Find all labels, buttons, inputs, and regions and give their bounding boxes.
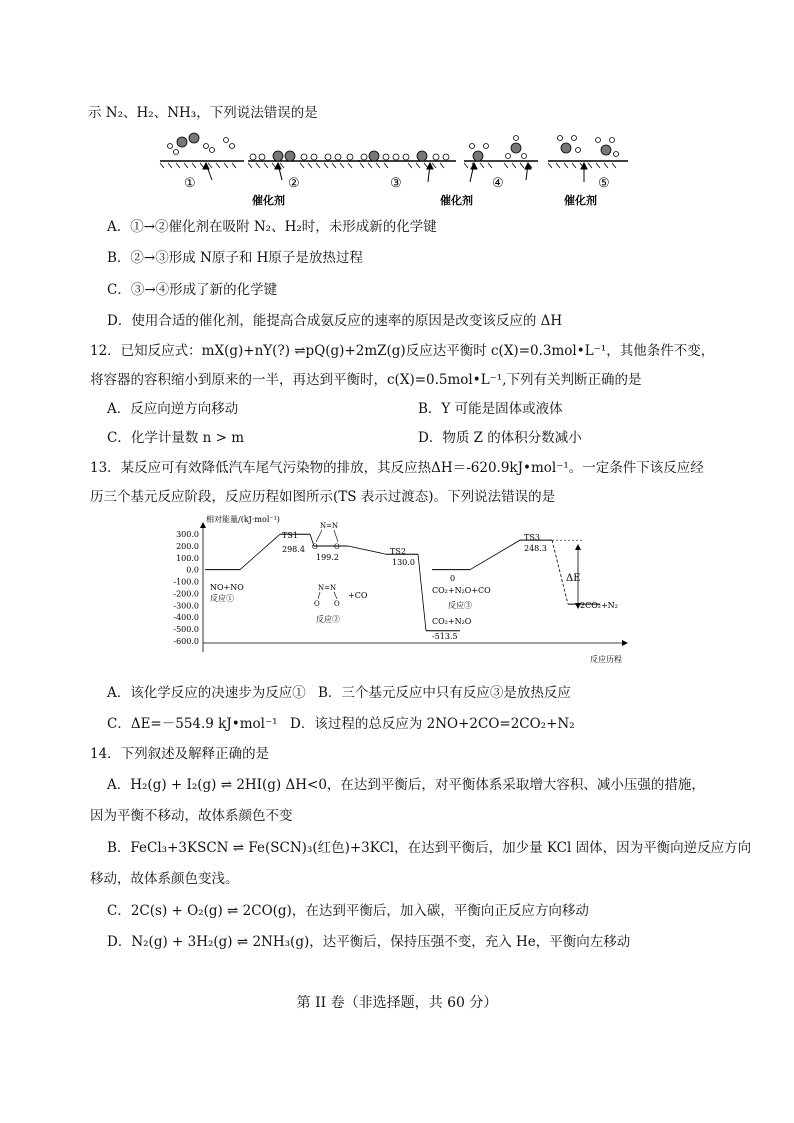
x-axis-label: 反应历程 xyxy=(590,655,622,664)
co-label: +CO xyxy=(348,591,368,600)
q11-option-b: B．②→③形成 N原子和 H原子是放热过程 xyxy=(107,250,363,266)
q13-option-b: B．三个基元反应中只有反应③是放热反应 xyxy=(318,685,571,701)
y-tick-label: -400.0 xyxy=(173,613,199,623)
y-tick-label: 200.0 xyxy=(176,541,199,551)
catalyst-label: 催化剂 xyxy=(564,194,597,207)
q13-stem-1: 13．某反应可有效降低汽车尾气污染物的排放，其反应热ΔH＝-620.9kJ•mol⁻¹。一定条件下该反应经 xyxy=(90,460,704,476)
reaction-2-label: 反应② xyxy=(316,615,340,624)
int2-value: -513.5 xyxy=(432,632,458,641)
energy-diagram xyxy=(0,510,794,670)
ts3-label: TS3 xyxy=(524,533,540,542)
stage-2-label: ② xyxy=(288,176,300,191)
reaction-3-label: 反应③ xyxy=(448,601,472,610)
y-tick-label: -300.0 xyxy=(173,601,199,611)
q14-option-a-2: 因为平衡不移动，故体系颜色不变 xyxy=(90,808,293,824)
y-tick-label: 100.0 xyxy=(176,553,199,563)
y-axis-label: 相对能量/(kJ·mol⁻¹) xyxy=(206,515,280,524)
q14-option-b-2: 移动，故体系颜色变浅。 xyxy=(90,871,239,887)
int1-value: 199.2 xyxy=(316,553,339,562)
q14-option-d: D．N₂(g) + 3H₂(g) ⇌ 2NH₃(g)，达平衡后，保持压强不变，充入 He，平衡向左移动 xyxy=(107,934,631,950)
start-label: NO+NO xyxy=(210,583,244,592)
product-label: 2CO₂+N₂ xyxy=(580,601,618,610)
q13-option-c: C．ΔE=－554.9 kJ•mol⁻¹ xyxy=(107,716,278,732)
y-tick-label: -600.0 xyxy=(173,637,199,646)
q11-option-c: C．③→④形成了新的化学键 xyxy=(107,282,278,298)
energy-connector xyxy=(418,554,426,631)
q13-stem-2: 历三个基元反应阶段，反应历程如图所示(TS 表示过渡态)。下列说法错误的是 xyxy=(90,489,556,505)
y-tick-label: -200.0 xyxy=(173,589,199,599)
int2-species: CO₂+N₂O xyxy=(432,617,472,626)
delta-e-label: ΔE xyxy=(566,573,581,584)
q11-option-d: D．使用合适的催化剂，能提高合成氨反应的速率的原因是改变该反应的 ΔH xyxy=(107,313,563,329)
q12-stem-2: 将容器的容积缩小到原来的一半，再达到平衡时，c(X)=0.5mol•L⁻¹,下列有关判断正确的是 xyxy=(90,372,642,388)
q13-option-d: D．该过程的总反应为 2NO+2CO=2CO₂+N₂ xyxy=(290,716,575,732)
energy-connector xyxy=(348,546,386,554)
y-tick-label: -500.0 xyxy=(173,625,199,635)
svg-text:O: O xyxy=(314,600,320,608)
q12-option-a: A．反应向逆方向移动 xyxy=(107,401,239,417)
svg-text:N=N: N=N xyxy=(320,522,339,530)
y-tick-label: -100.0 xyxy=(173,577,199,587)
ts2-label: TS2 xyxy=(390,547,406,556)
catalyst-figure xyxy=(0,130,794,210)
q14-stem: 14．下列叙述及解释正确的是 xyxy=(90,746,270,762)
q14-option-a-1: A．H₂(g) + I₂(g) ⇌ 2HI(g) ΔH<0，在达到平衡后，对平衡体系采取增大容积、减小压强的措施， xyxy=(107,777,705,793)
energy-connector xyxy=(470,540,520,570)
int3-value: 0 xyxy=(450,574,456,583)
stage-1-label: ① xyxy=(184,176,196,191)
svg-text:O: O xyxy=(312,543,318,551)
y-tick-label: 0.0 xyxy=(186,565,199,575)
catalyst-label: 催化剂 xyxy=(252,194,285,207)
q12-stem-1: 12．已知反应式：mX(g)+nY(?) ⇌pQ(g)+2mZ(g)反应达平衡时 c(X)=0.3mol•L⁻¹，其他条件不变， xyxy=(90,343,715,359)
q11-option-a: A．①→②催化剂在吸附 N₂、H₂时，未形成新的化学键 xyxy=(107,219,437,235)
svg-text:O: O xyxy=(334,543,340,551)
stage-4-label: ④ xyxy=(492,176,504,191)
stage-3-label: ③ xyxy=(390,176,402,191)
reaction-1-label: 反应① xyxy=(210,594,234,603)
q12-option-c: C．化学计量数 n > m xyxy=(107,430,245,446)
stage-5-label: ⑤ xyxy=(598,176,610,191)
ts3-value: 248.3 xyxy=(524,544,547,553)
q14-option-c: C．2C(s) + O₂(g) ⇌ 2CO(g)，在达到平衡后，加入碳，平衡向正反应方向移动 xyxy=(107,903,589,919)
intro-line: 示 N₂、H₂、NH₃，下列说法错误的是 xyxy=(88,105,318,121)
svg-text:O: O xyxy=(334,600,340,608)
y-tick-label: 300.0 xyxy=(176,530,199,539)
q13-option-a: A．该化学反应的决速步为反应① xyxy=(107,685,306,701)
q14-option-b-1: B．FeCl₃+3KSCN ⇌ Fe(SCN)₃(红色)+3KCl，在达到平衡后，加少量 KCl 固体，因为平衡向逆反应方向 xyxy=(107,840,752,856)
catalyst-label: 催化剂 xyxy=(440,194,473,207)
ts1-label: TS1 xyxy=(282,531,298,540)
section-title: 第 II 卷（非选择题，共 60 分） xyxy=(296,995,498,1011)
ts1-value: 298.4 xyxy=(282,545,305,554)
energy-connector xyxy=(240,534,280,569)
int3-species: CO₂+N₂O+CO xyxy=(432,586,491,595)
svg-text:N=N: N=N xyxy=(318,584,337,592)
q12-option-d: D．物质 Z 的体积分数减小 xyxy=(418,430,582,446)
ts2-value: 130.0 xyxy=(392,558,415,567)
q12-option-b: B．Y 可能是固体或液体 xyxy=(418,401,563,417)
